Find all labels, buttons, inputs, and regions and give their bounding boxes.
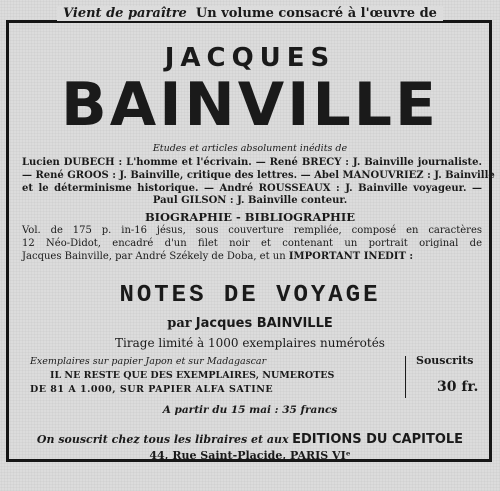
contents-intro: Etudes et articles absolument inédits de (152, 143, 348, 154)
notes-author: Jacques BAINVILLE (195, 316, 333, 331)
bio-heading: BIOGRAPHIE - BIBLIOGRAPHIE (144, 210, 356, 224)
description-line-1: Vol. de 175 p. in-16 jésus, sous couverture rempliée, composé en caractères (22, 225, 482, 236)
souscrit-text: On souscrit chez tous les libraires et aux (36, 433, 289, 446)
author-last-name: BAINVILLE (61, 70, 439, 140)
description-line-3-text: Jacques Bainville, par André Székely de Doba, et un (22, 251, 286, 262)
reste-line-1: IL NE RESTE QUE DES EXEMPLAIRES, NUMEROTES (50, 370, 335, 381)
notes-title: NOTES DE VOYAGE (119, 282, 381, 309)
contents-line-1: Lucien DUBECH : L'homme et l'écrivain. — René BRECY : J. Bainville journaliste. (22, 157, 482, 168)
by-label: par (167, 316, 192, 331)
footer-line (0, 432, 500, 447)
publisher: EDITIONS DU CAPITOLE (292, 432, 464, 447)
contents-line-4: Paul GILSON : J. Bainville conteur. (152, 195, 348, 206)
price: 30 fr. (437, 379, 479, 395)
after-date-price: A partir du 15 mai : 35 francs (162, 404, 338, 416)
contents-line-3: et le déterminisme historique. — André ROUSSEAUX : J. Bainville voyageur. — (22, 183, 482, 194)
description-line-3 (22, 250, 482, 263)
important-inedit: IMPORTANT INEDIT : (288, 251, 414, 262)
souscrits-label: Souscrits (416, 354, 474, 367)
author-first-name: JACQUES (164, 43, 336, 73)
intro-italic: Vient de paraître (63, 6, 187, 21)
intro-rest: Un volume consacré à l'œuvre de (195, 6, 437, 21)
publisher-address: 44, Rue Saint-Placide, PARIS VIᵉ (149, 449, 351, 462)
tirage: Tirage limité à 1000 exemplaires numérotés (115, 336, 385, 350)
header-line (0, 6, 500, 21)
japon-line: Exemplaires sur papier Japon et sur Madagascar (30, 356, 267, 367)
notes-author-line (0, 316, 500, 331)
contents-line-2: — René GROOS : J. Bainville, critique des lettres. — Abel MANOUVRIEZ : J. Bainville (22, 170, 495, 181)
reste-line-2: DE 81 A 1.000, SUR PAPIER ALFA SATINE (30, 384, 274, 395)
description-line-2: 12 Néo-Didot, encadré d'un filet noir et contenant un portrait original de (22, 238, 482, 249)
